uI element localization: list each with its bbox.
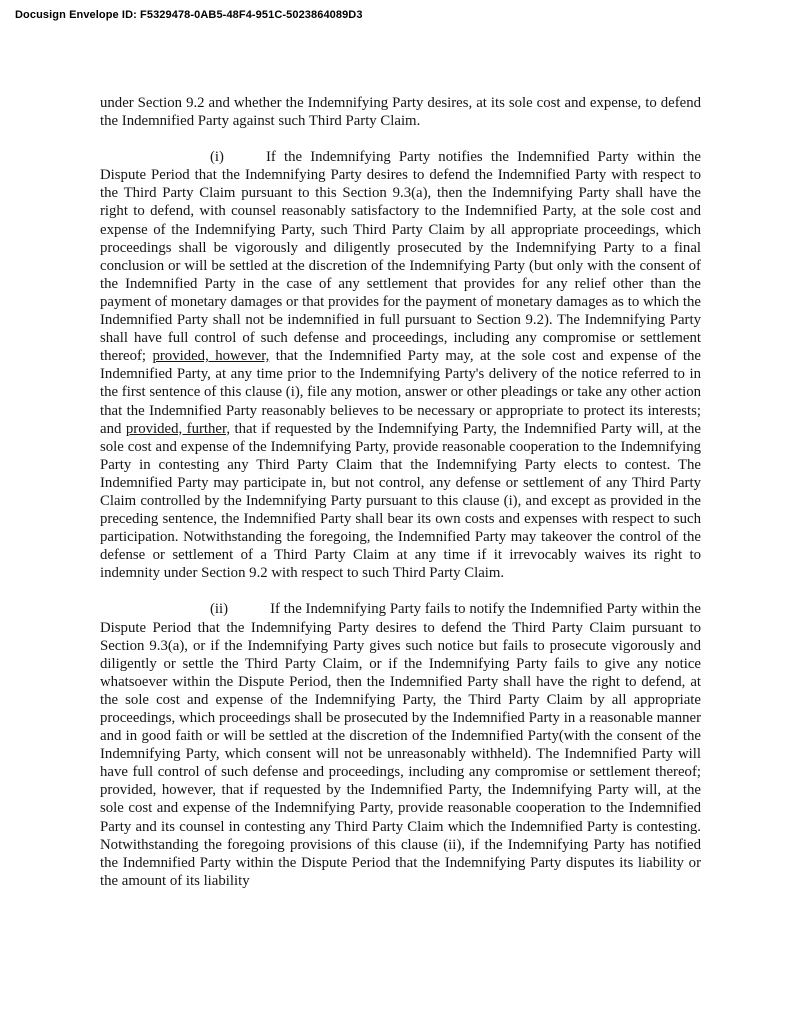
text-run: If the Indemnifying Party fails to notify the Indemnified Party within the Dispute Period that the Indemnifying Party desires to defend the Third Party Claim pursuant to Section 9.3(a), or if the Indemnifying Party gives such notice but fails to prosecute vigorously and diligently or settle the Third Party Claim, or if the Indemnifying Party fails to give any notice whatsoever within the Dispute Period, then the Indemnified Party shall have the right to defend, at the sole cost and expense of the Indemnifying Party, the Third Party Claim by all appropriate proceedings, which proceedings shall be prosecuted by the Indemnified Party in a reasonable manner and in good faith or will be settled at the discretion of the Indemnified Party(with the consent of the Indemnifying Party, which consent will not be unreasonably withheld). The Indemnified Party will have full control of such defense and proceedings, including any compromise or settlement thereof; provided, however, that if requested by the Indemnified Party, the Indemnifying Party will, at the sole cost and expense of the Indemnifying Party, provide reasonable cooperation to the Indemnified Party and its counsel in contesting any Third Party Claim which the Indemnified Party is contesting. Notwithstanding the foregoing provisions of this clause (ii), if the Indemnifying Party has notified the Indemnified Party within the Dispute Period that the Indemnifying Party disputes its liability or the amount of its liability [100, 601, 701, 889]
clause-label: (i) [210, 149, 224, 166]
paragraph [100, 600, 701, 890]
tab-indent [100, 612, 210, 613]
underlined-text: provided, however, [152, 348, 270, 365]
document-body [100, 94, 701, 908]
text-run: that the Indemnified Party may, at the sole cost and expense of the Indemnified Party, at any time prior to the Indemnifying Party's delivery of the notice referred to in the first sentence of this clause (i), file any motion, answer or other pleadings or take any other action that the Indemnified Party reasonably believes to be necessary or appropriate to protect its interests; and [100, 348, 701, 437]
text-run: If the Indemnifying Party notifies the Indemnified Party within the Dispute Period that the Indemnifying Party desires to defend the Indemnified Party with respect to the Third Party Claim pursuant to this Section 9.3(a), then the Indemnifying Party shall have the right to defend, with counsel reasonably satisfactory to the Indemnified Party, at the sole cost and expense of the Indemnifying Party, such Third Party Claim by all appropriate proceedings, which proceedings shall be vigorously and diligently prosecuted by the Indemnifying Party to a final conclusion or will be settled at the discretion of the Indemnifying Party (but only with the consent of the Indemnified Party in the case of any settlement that provides for any relief other than the payment of monetary damages or that provides for the payment of monetary damages as to which the Indemnified Party shall not be indemnified in full pursuant to Section 9.2). The Indemnifying Party shall have full control of such defense and proceedings, including any compromise or settlement thereof; [100, 149, 701, 365]
paragraph [100, 148, 701, 582]
docusign-envelope-id: Docusign Envelope ID: F5329478-0AB5-48F4-951C-5023864089D3 [15, 9, 363, 21]
text-run: under Section 9.2 and whether the Indemnifying Party desires, at its sole cost and expense, to defend the Indemnified Party against such Third Party Claim. [100, 95, 701, 130]
underlined-text: provided, further, [125, 420, 231, 437]
paragraph [100, 94, 701, 130]
clause-label: (ii) [210, 601, 229, 618]
tab-indent [224, 160, 266, 161]
tab-indent [100, 160, 210, 161]
text-run: that if requested by the Indemnifying Party, the Indemnified Party will, at the sole cost and expense of the Indemnifying Party, provide reasonable cooperation to the Indemnifying Party in contesting any Third Party Claim that the Indemnifying Party elects to contest. The Indemnified Party may participate in, but not control, any defense or settlement of any Third Party Claim controlled by the Indemnifying Party pursuant to this clause (i), and except as provided in the preceding sentence, the Indemnified Party shall bear its own costs and expenses with respect to such participation. Notwithstanding the foregoing, the Indemnified Party may takeover the control of the defense or settlement of a Third Party Claim at any time if it irrevocably waives its right to indemnity under Section 9.2 with respect to such Third Party Claim. [100, 420, 701, 582]
tab-indent [228, 612, 270, 613]
